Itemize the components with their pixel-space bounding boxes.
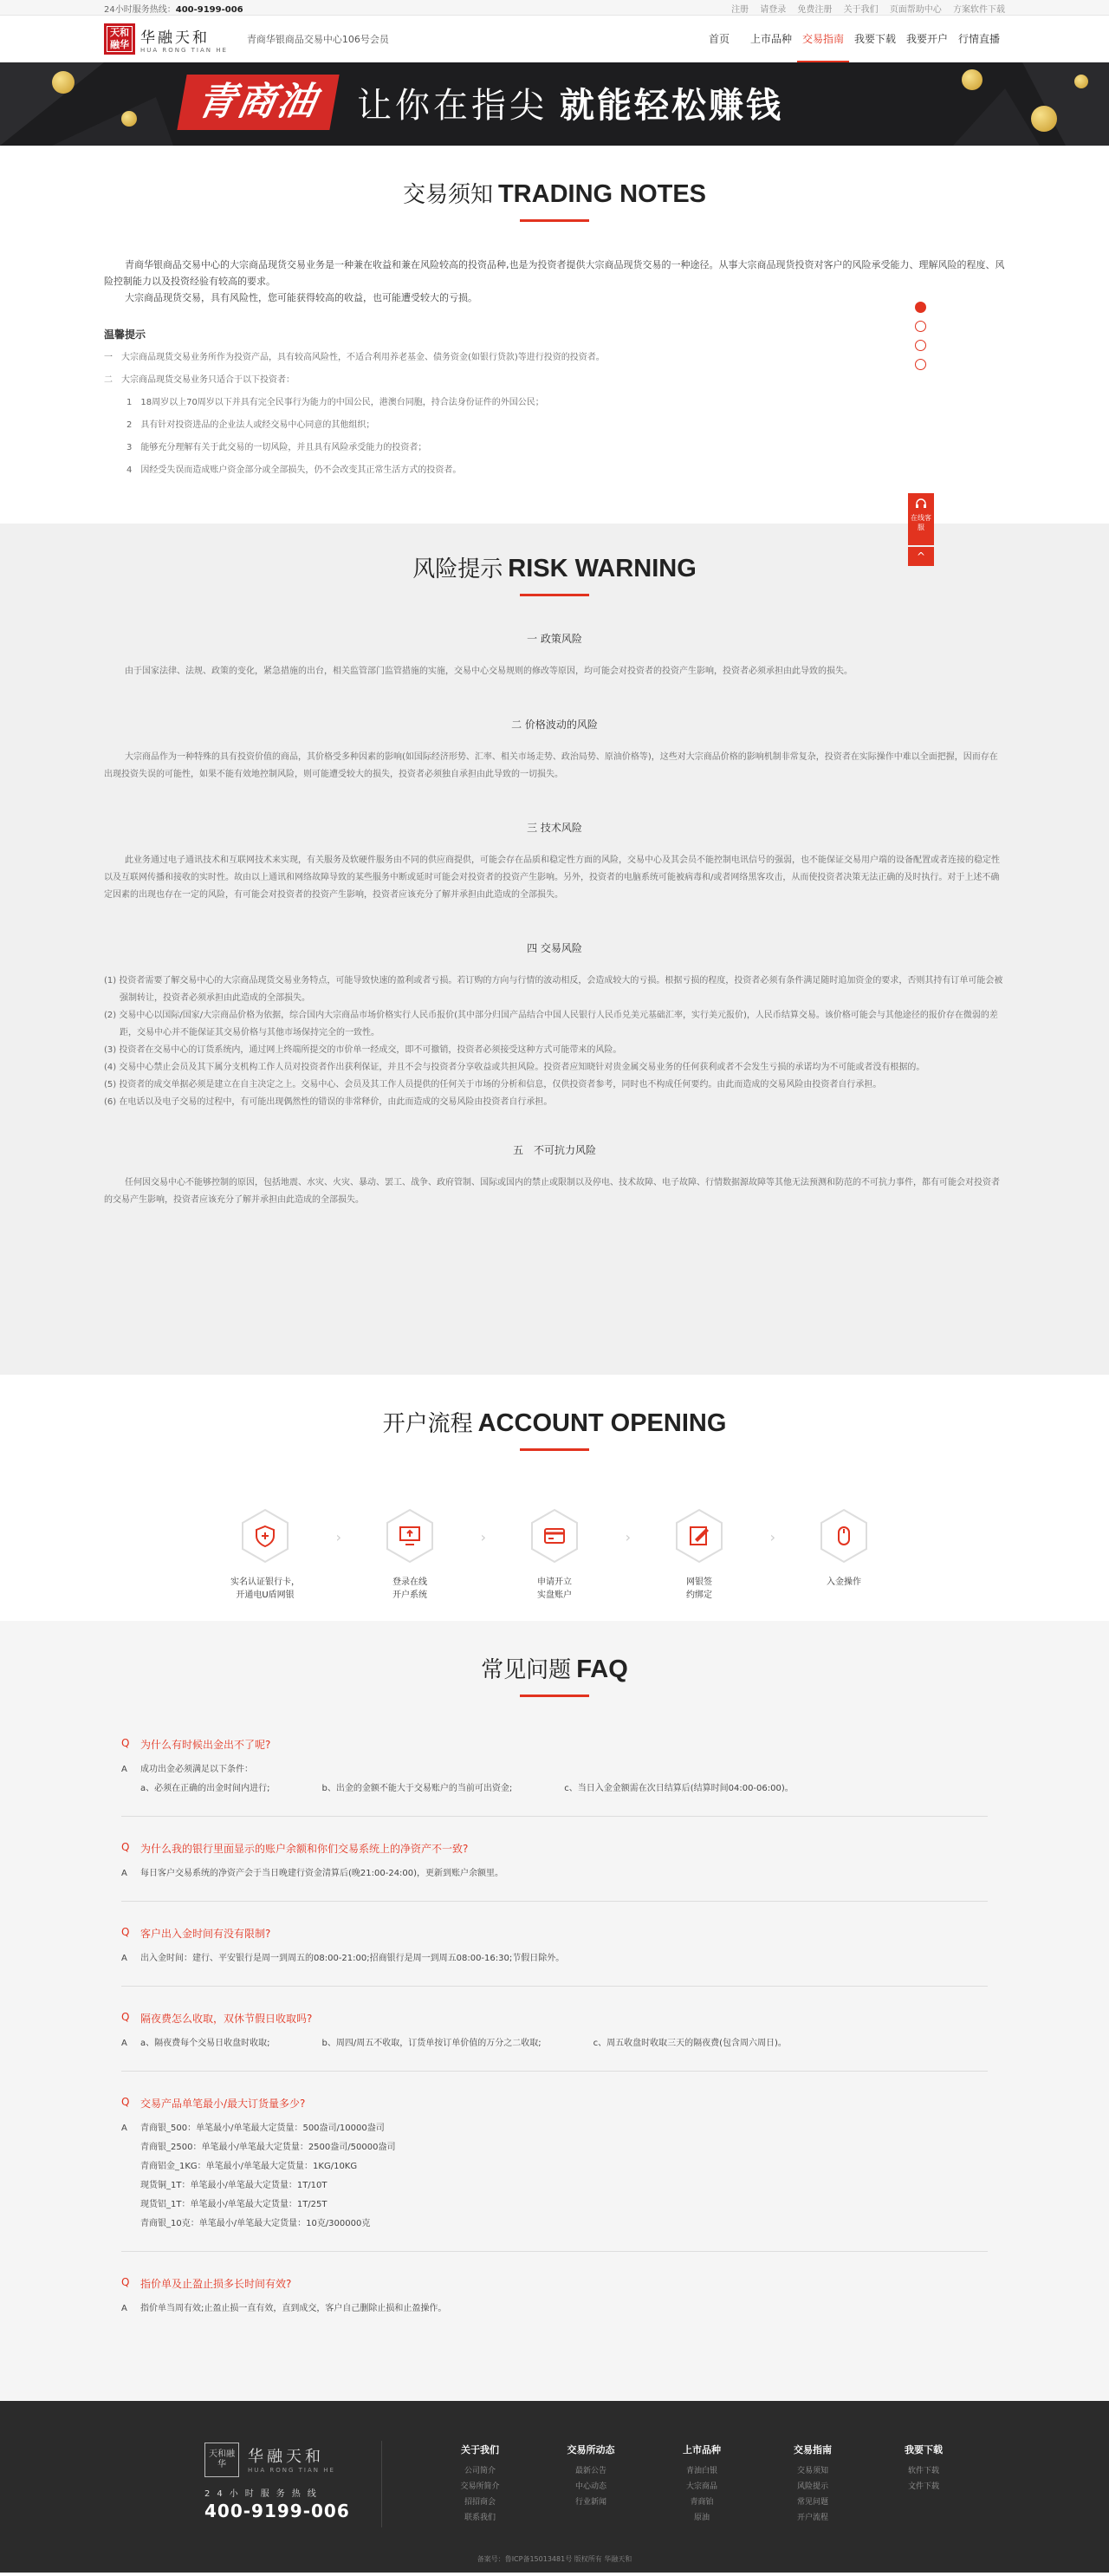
top-link-register[interactable]: 注册 bbox=[731, 4, 749, 15]
top-bar bbox=[0, 0, 1109, 16]
footer-column bbox=[425, 2443, 535, 2526]
faq-answer: A 指价单当周有效;止盈止损一直有效，直到成交，客户自己删除止损和止盈操作。 bbox=[121, 2300, 988, 2319]
faq-answer-text: c、当日入金金额需在次日结算后(结算时间04:00-06:00)。 bbox=[564, 1784, 794, 1793]
step-label: 入金操作 bbox=[827, 1577, 861, 1587]
top-link-help[interactable]: 页面帮助中心 bbox=[889, 4, 942, 15]
footer-link[interactable]: 青商铂 bbox=[690, 2498, 714, 2507]
footer-link[interactable]: 风险提示 bbox=[796, 2482, 828, 2491]
account-step bbox=[225, 1508, 341, 1602]
faq-list bbox=[121, 1737, 988, 2319]
faq-question[interactable]: Q 为什么我的银行里面显示的账户余额和你们交易系统上的净资产不一致? bbox=[121, 1841, 469, 1855]
trading-notes-title bbox=[0, 146, 1109, 222]
footer-column bbox=[757, 2443, 868, 2526]
banner-slogan-1: 让你在指尖 bbox=[357, 85, 548, 126]
nav-download[interactable]: 我要下载 bbox=[853, 33, 896, 45]
divider bbox=[121, 1986, 988, 1987]
risk-warning-title bbox=[0, 524, 1109, 596]
tip-sub-item: 4 因经受失误而造成账户资金部分或全部损失，仍不会改变其正常生活方式的投资者。 bbox=[126, 465, 462, 475]
account-steps bbox=[225, 1508, 884, 1602]
tip-item: 二 大宗商品现货交易业务只适合于以下投资者： bbox=[104, 375, 295, 385]
faq-question-text: 指价单及止盈止损多长时间有效? bbox=[140, 2278, 292, 2290]
account-opening-section bbox=[0, 1375, 1109, 1621]
hotline-label: 24小时服务热线： bbox=[104, 4, 176, 15]
nav-live-quotes[interactable]: 行情直播 bbox=[957, 33, 1000, 45]
footer-link[interactable]: 青油白银 bbox=[685, 2467, 717, 2475]
faq-question-text: 为什么有时候出金出不了呢? bbox=[140, 1739, 271, 1751]
tip-sub-item: 1 18周岁以上70周岁以下并具有完全民事行为能力的中国公民，港澳台同胞，持合法身份证件的外国公民； bbox=[126, 398, 544, 407]
step-label: 约绑定 bbox=[686, 1590, 712, 1600]
account-step bbox=[370, 1508, 486, 1602]
title-underline bbox=[520, 219, 589, 222]
nav-products[interactable]: 上市品种 bbox=[749, 33, 792, 45]
section-title-cn: 风险提示 bbox=[412, 556, 503, 582]
faq-question-text: 为什么我的银行里面显示的账户余额和你们交易系统上的净资产不一致? bbox=[140, 1843, 469, 1855]
faq-answer-text: a、必须在正确的出金时间内进行; bbox=[140, 1784, 270, 1793]
section-title-cn: 开户流程 bbox=[382, 1411, 473, 1437]
footer-link[interactable]: 开户流程 bbox=[796, 2514, 828, 2522]
header bbox=[0, 16, 1109, 62]
top-link-login[interactable]: 请登录 bbox=[760, 4, 787, 15]
faq-question[interactable]: Q 交易产品单笔最小/最大订货量多少? bbox=[121, 2096, 306, 2110]
monitor-icon bbox=[398, 1524, 422, 1548]
faq-answer-text: 青商银_10克：单笔最小/单笔最大定货量：10克/300000克 bbox=[140, 2219, 371, 2228]
pagination-dot-4[interactable] bbox=[915, 359, 926, 370]
main-nav bbox=[693, 16, 1005, 62]
risk-paragraph: 任何因交易中心不能够控制的原因，包括地震、水灾、火灾、暴动、罢工、战争、政府管制、国际或国内的禁止或限制以及停电、技术故障、电子故障、行情数据源故障等其他无法预测和防范的不可抗力事件，都有可能会对投资者的交易产生影响，投资者应该充分了解并承担由此造成的全部损失。 bbox=[104, 1178, 1000, 1205]
faq-question[interactable]: Q 客户出入金时间有没有限制? bbox=[121, 1926, 271, 1940]
faq-answer-text: 每日客户交易系统的净资产会于当日晚建行资金清算后(晚21:00-24:00)，更新到账户余额里。 bbox=[140, 1869, 504, 1878]
side-widget bbox=[908, 493, 934, 566]
faq-answer: A 青商银_500：单笔最小/单笔最大定货量：500盎司/10000盎司 青商银_2500：单笔最小/单笔最大定货量：2500盎司/50000盎司 青商铝金_1KG：单笔最小/单笔最大定货量：1KG/10KG 现货铜_1T：单笔最小/单笔最大定货量：1T/10T 现货铝_1T：单笔最小/单笔最大定货量：1T/25T 青商银_10克：单笔最小/单笔最大定货量：10克/300000克 bbox=[121, 2119, 988, 2234]
risk-list-item: (6) 在电话以及电子交易的过程中，有可能出现偶然性的错误的非常释价，由此而造成的交易风险由投资者自行承担。 bbox=[104, 1097, 553, 1107]
online-service-label: 在线客服 bbox=[911, 514, 931, 531]
step-label: 实盘账户 bbox=[537, 1590, 572, 1600]
faq-question[interactable]: Q 隔夜费怎么收取，双休节假日收取吗? bbox=[121, 2011, 313, 2025]
section-pagination bbox=[915, 302, 926, 378]
divider bbox=[121, 1816, 988, 1817]
shield-icon bbox=[253, 1524, 277, 1548]
step-label: 申请开立 bbox=[537, 1577, 572, 1587]
logo-name: 华融天和 bbox=[140, 29, 210, 47]
faq-answer-text: b、出金的金额不能大于交易账户的当前可出资金; bbox=[321, 1784, 513, 1793]
risk-heading: 三 技术风险 bbox=[527, 822, 582, 834]
mouse-icon bbox=[832, 1524, 856, 1548]
title-underline bbox=[520, 594, 589, 596]
step-label: 开户系统 bbox=[392, 1590, 427, 1600]
pagination-dot-2[interactable] bbox=[915, 321, 926, 332]
section-title-en: RISK WARNING bbox=[508, 555, 697, 582]
chevron-right-icon: › bbox=[625, 1529, 631, 1545]
tip-sub-item: 2 具有针对投资进品的企业法人或经交易中心同意的其他组织； bbox=[126, 420, 375, 430]
chevron-right-icon: › bbox=[335, 1529, 341, 1545]
coin-icon bbox=[52, 71, 75, 94]
chevron-up-icon: ^ bbox=[916, 550, 926, 563]
section-title-en: ACCOUNT OPENING bbox=[477, 1409, 727, 1437]
risk-list-item: (1) 投资者需要了解交易中心的大宗商品现货交易业务特点，可能导致快速的盈利或者亏损。若订购的方向与行情的波动相反，会造成较大的亏损。根据亏损的程度，投资者必须有条件满足随时追加资金的要求，否则其持有订单可能会被强制转让，投资者必须承担由此造成的全部损失。 bbox=[104, 976, 1003, 1003]
divider bbox=[121, 2071, 988, 2072]
hero-banner bbox=[0, 62, 1109, 146]
faq-section bbox=[0, 1621, 1109, 2401]
faq-answer-text: b、周四/周五不收取，订货单按订单价值的万分之二收取; bbox=[321, 2039, 542, 2048]
faq-answer-text: 出入金时间：建行、平安银行是周一到周五的08:00-21:00;招商银行是周一到周五08:00-16:30;节假日除外。 bbox=[140, 1954, 565, 1963]
tip-item: 一 大宗商品现货交易业务所作为投资产品，具有较高风险性，不适合利用养老基金、债务资金(如银行贷款)等进行投资的投资者。 bbox=[104, 353, 605, 362]
footer-column-title: 上市品种 bbox=[683, 2444, 721, 2456]
risk-heading: 二 价格波动的风险 bbox=[511, 719, 598, 731]
footer-links bbox=[425, 2443, 979, 2526]
faq-title bbox=[0, 1621, 1109, 1697]
footer-brand bbox=[204, 2443, 350, 2521]
footer-seal-icon: 天和融华 bbox=[204, 2443, 239, 2477]
online-service-button[interactable] bbox=[908, 493, 934, 545]
account-step bbox=[659, 1508, 775, 1602]
tip-sub-item: 3 能够充分理解有关于此交易的一切风险，并且具有风险承受能力的投资者； bbox=[126, 443, 427, 452]
faq-answer: A 成功出金必须满足以下条件： a、必须在正确的出金时间内进行; b、出金的金额不能大于交易账户的当前可出资金; c、当日入金金额需在次日结算后(结算时间04:00-06:00)。 bbox=[121, 1760, 988, 1799]
faq-answer-text: c、周五收盘时收取三天的隔夜费(包含周六周日)。 bbox=[593, 2039, 787, 2048]
footer-link[interactable]: 行业新闻 bbox=[574, 2498, 606, 2507]
divider bbox=[381, 2441, 382, 2527]
faq-answer-text: 成功出金必须满足以下条件： bbox=[140, 1765, 253, 1774]
headset-icon bbox=[915, 498, 927, 511]
faq-answer-text: 青商银_2500：单笔最小/单笔最大定货量：2500盎司/50000盎司 bbox=[140, 2143, 396, 2152]
title-underline bbox=[520, 1448, 589, 1451]
faq-answer-text: 现货铝_1T：单笔最小/单笔最大定货量：1T/25T bbox=[140, 2200, 328, 2209]
footer-hotline-label: 24小时服务热线 bbox=[204, 2489, 323, 2499]
risk-list-item: (3) 投资者在交易中心的订货系统内，通过网上终端所提交的市价单一经成交，即不可撤销，投资者必须接受这种方式可能带来的风险。 bbox=[104, 1045, 622, 1055]
top-link-about[interactable]: 关于我们 bbox=[843, 4, 879, 15]
faq-answer-text: 青商铝金_1KG：单笔最小/单笔最大定货量：1KG/10KG bbox=[140, 2162, 358, 2171]
section-title-en: TRADING NOTES bbox=[497, 180, 707, 208]
risk-list-item: (5) 投资者的成交单据必须是建立在自主决定之上。交易中心、会员及其工作人员提供的任何关于市场的分析和信息，仅供投资者参考，同时也不构成任何要约。由此而造成的交易风险由投资者自行承担。 bbox=[104, 1080, 882, 1090]
hotline bbox=[104, 2, 243, 15]
notes-intro bbox=[104, 257, 1005, 306]
footer-link[interactable]: 联系我们 bbox=[464, 2514, 496, 2522]
nav-trading-guide[interactable]: 交易指南 bbox=[797, 16, 849, 62]
footer-link[interactable]: 招招商会 bbox=[464, 2498, 496, 2507]
footer-link[interactable]: 最新公告 bbox=[574, 2467, 606, 2475]
logo-seal-icon: 天和融华 bbox=[104, 23, 135, 55]
footer bbox=[0, 2401, 1109, 2573]
faq-question-text: 隔夜费怎么收取，双休节假日收取吗? bbox=[140, 2013, 313, 2025]
faq-answer-text: 指价单当周有效;止盈止损一直有效，直到成交，客户自己删除止损和止盈操作。 bbox=[140, 2304, 447, 2313]
footer-brand-name: 华融天和 bbox=[248, 2448, 324, 2466]
member-tagline: 青商华银商品交易中心106号会员 bbox=[246, 34, 389, 45]
risk-paragraph: 大宗商品作为一种特殊的具有投资价值的商品，其价格受多种因素的影响(如国际经济形势、汇率、相关市场走势、政治局势、原油价格等)，这些对大宗商品价格的影响机制非常复杂，投资者在实际操作中难以全面把握，因而存在出现投资失误的可能性，如果不能有效地控制风险，则可能遭受较大的损失，投资者必须独自承担由此导致的一切损失。 bbox=[104, 752, 998, 779]
faq-answer-text: 青商银_500：单笔最小/单笔最大定货量：500盎司/10000盎司 bbox=[140, 2124, 385, 2133]
footer-column bbox=[535, 2443, 646, 2526]
footer-link[interactable]: 文件下载 bbox=[907, 2482, 939, 2491]
footer-column-title: 我要下载 bbox=[905, 2444, 943, 2456]
faq-question-text: 客户出入金时间有没有限制? bbox=[140, 1928, 271, 1940]
faq-question-text: 交易产品单笔最小/最大订货量多少? bbox=[140, 2098, 306, 2110]
faq-answer: A 每日客户交易系统的净资产会于当日晚建行资金清算后(晚21:00-24:00)，更新到账户余额里。 bbox=[121, 1864, 988, 1883]
footer-link[interactable]: 大宗商品 bbox=[685, 2482, 717, 2491]
step-label: 网银签 bbox=[686, 1577, 712, 1587]
section-title-cn: 常见问题 bbox=[481, 1657, 572, 1683]
account-step bbox=[515, 1508, 631, 1602]
faq-answer-text: a、隔夜费每个交易日收盘时收取; bbox=[140, 2039, 270, 2048]
logo[interactable] bbox=[104, 23, 228, 55]
risk-warning-section bbox=[0, 524, 1109, 1375]
coin-icon bbox=[1074, 75, 1088, 88]
footer-link[interactable]: 原油 bbox=[693, 2514, 710, 2522]
step-label: 登录在线 bbox=[392, 1577, 427, 1587]
banner-brand-text: 青商油 bbox=[177, 75, 339, 130]
coin-icon bbox=[962, 69, 983, 90]
tips-heading: 温馨提示 bbox=[104, 329, 146, 341]
top-links bbox=[723, 2, 1005, 15]
trading-notes-section bbox=[0, 146, 1109, 524]
logo-name-en: HUA RONG TIAN HE bbox=[140, 46, 228, 54]
chevron-right-icon: › bbox=[480, 1529, 486, 1545]
hotline-number: 400-9199-006 bbox=[175, 4, 243, 15]
footer-brand-en: HUA RONG TIAN HE bbox=[248, 2467, 335, 2474]
faq-question[interactable]: Q 为什么有时候出金出不了呢? bbox=[121, 1737, 271, 1751]
divider bbox=[121, 2251, 988, 2252]
footer-link[interactable]: 软件下载 bbox=[907, 2467, 939, 2475]
sign-icon bbox=[687, 1524, 711, 1548]
intro-paragraph: 青商华银商品交易中心的大宗商品现货交易业务是一种兼在收益和兼在风险较高的投资品种,也是为投资者提供大宗商品现货交易的一种途径。从事大宗商品现货投资对客户的风险承受能力、理解风险的程度、风险控制能力以及投资经验有较高的要求。 bbox=[104, 259, 1005, 287]
coin-icon bbox=[121, 111, 137, 127]
footer-link[interactable]: 常见问题 bbox=[796, 2498, 828, 2507]
footer-column bbox=[646, 2443, 757, 2526]
risk-list-item: (4) 交易中心禁止会员及其下属分支机构工作人员对投资者作出获利保证，并且不会与投资者分享收益或共担风险。投资者应知晓针对贵金属交易业务的任何获利或者不会发生亏损的承诺均为不可能或者没有根据的。 bbox=[104, 1063, 925, 1072]
step-label: 实名认证银行卡， bbox=[230, 1577, 300, 1587]
risk-list-item: (2) 交易中心以国际/国家/大宗商品价格为依据，综合国内大宗商品市场价格实行人民币报价(其中部分归国产品结合中国人民银行人民币兑美元基础汇率，实行美元报价)，人民币结算交易。该价格可能会与其他途径的报价存在微弱的差距，交易中心并不能保证其交易价格与其他市场保持完全的一致性。 bbox=[104, 1011, 998, 1038]
top-link-free-register[interactable]: 免费注册 bbox=[797, 4, 833, 15]
step-label: 开通电U盾网银 bbox=[236, 1590, 295, 1600]
faq-answer: A 出入金时间：建行、平安银行是周一到周五的08:00-21:00;招商银行是周一到周五08:00-16:30;节假日除外。 bbox=[121, 1949, 988, 1968]
card-icon bbox=[542, 1524, 567, 1548]
pagination-dot-3[interactable] bbox=[915, 340, 926, 351]
risk-heading: 四 交易风险 bbox=[527, 942, 582, 954]
footer-column-title: 交易指南 bbox=[794, 2444, 832, 2456]
divider bbox=[121, 1901, 988, 1902]
top-link-download[interactable]: 方案软件下载 bbox=[953, 4, 1005, 15]
account-opening-title bbox=[0, 1375, 1109, 1451]
faq-question[interactable]: Q 指价单及止盈止损多长时间有效? bbox=[121, 2276, 292, 2290]
back-to-top-button[interactable] bbox=[908, 547, 934, 566]
footer-column bbox=[868, 2443, 979, 2526]
risk-paragraph: 此业务通过电子通讯技术和互联网技术来实现，有关服务及软硬件服务由不同的供应商提供，可能会存在品质和稳定性方面的风险，交易中心及其会员不能控制电讯信号的强弱，也不能保证交易用户端的设备配置或者连接的稳定性以及互联网传播和接收的实时性。故由以上通讯和网络故障导致的某些服务中断或延时可能会对投资者的投资产生影响。另外，投资者的电脑系统可能被病毒和/或者网络黑客攻击，从而使投资者决策无法正确的及时执行。对于上述不确定因素的出现也存在一定的风险，有可能会对投资者的投资产生影响，投资者应该充分了解并承担由此造成的全部损失。 bbox=[104, 855, 1000, 900]
copyright: 备案号：鲁ICP备15013481号 版权所有 华融天和 bbox=[477, 2555, 632, 2563]
risk-heading: 五 不可抗力风险 bbox=[512, 1144, 596, 1156]
risk-heading: 一 政策风险 bbox=[527, 633, 582, 645]
title-underline bbox=[520, 1695, 589, 1697]
footer-link[interactable]: 交易所简介 bbox=[460, 2482, 500, 2491]
section-title-en: FAQ bbox=[576, 1656, 628, 1683]
faq-answer: A a、隔夜费每个交易日收盘时收取; b、周四/周五不收取，订货单按订单价值的万分之二收取; c、周五收盘时收取三天的隔夜费(包含周六周日)。 bbox=[121, 2034, 988, 2053]
banner-slogan-2: 就能轻松赚钱 bbox=[560, 85, 783, 126]
footer-link[interactable]: 交易须知 bbox=[796, 2467, 828, 2475]
nav-open-account[interactable]: 我要开户 bbox=[905, 33, 948, 45]
pagination-dot-1[interactable] bbox=[915, 302, 926, 313]
faq-answer-text: 现货铜_1T：单笔最小/单笔最大定货量：1T/10T bbox=[140, 2181, 328, 2190]
coin-icon bbox=[1031, 106, 1057, 132]
account-step bbox=[804, 1508, 884, 1602]
footer-column-title: 交易所动态 bbox=[567, 2444, 615, 2456]
section-title-cn: 交易须知 bbox=[402, 182, 493, 208]
footer-hotline: 400-9199-006 bbox=[204, 2501, 350, 2521]
nav-home[interactable]: 首页 bbox=[708, 33, 730, 45]
footer-column-title: 关于我们 bbox=[461, 2444, 499, 2456]
intro-paragraph: 大宗商品现货交易，具有风险性，您可能获得较高的收益，也可能遭受较大的亏损。 bbox=[125, 292, 477, 303]
footer-link[interactable]: 中心动态 bbox=[574, 2482, 606, 2491]
footer-link[interactable]: 公司简介 bbox=[464, 2467, 496, 2475]
chevron-right-icon: › bbox=[769, 1529, 775, 1545]
risk-paragraph: 由于国家法律、法规、政策的变化，紧急措施的出台，相关监管部门监管措施的实施，交易中心交易规则的修改等原因，均可能会对投资者的投资产生影响，投资者必须承担由此导致的损失。 bbox=[125, 667, 853, 676]
